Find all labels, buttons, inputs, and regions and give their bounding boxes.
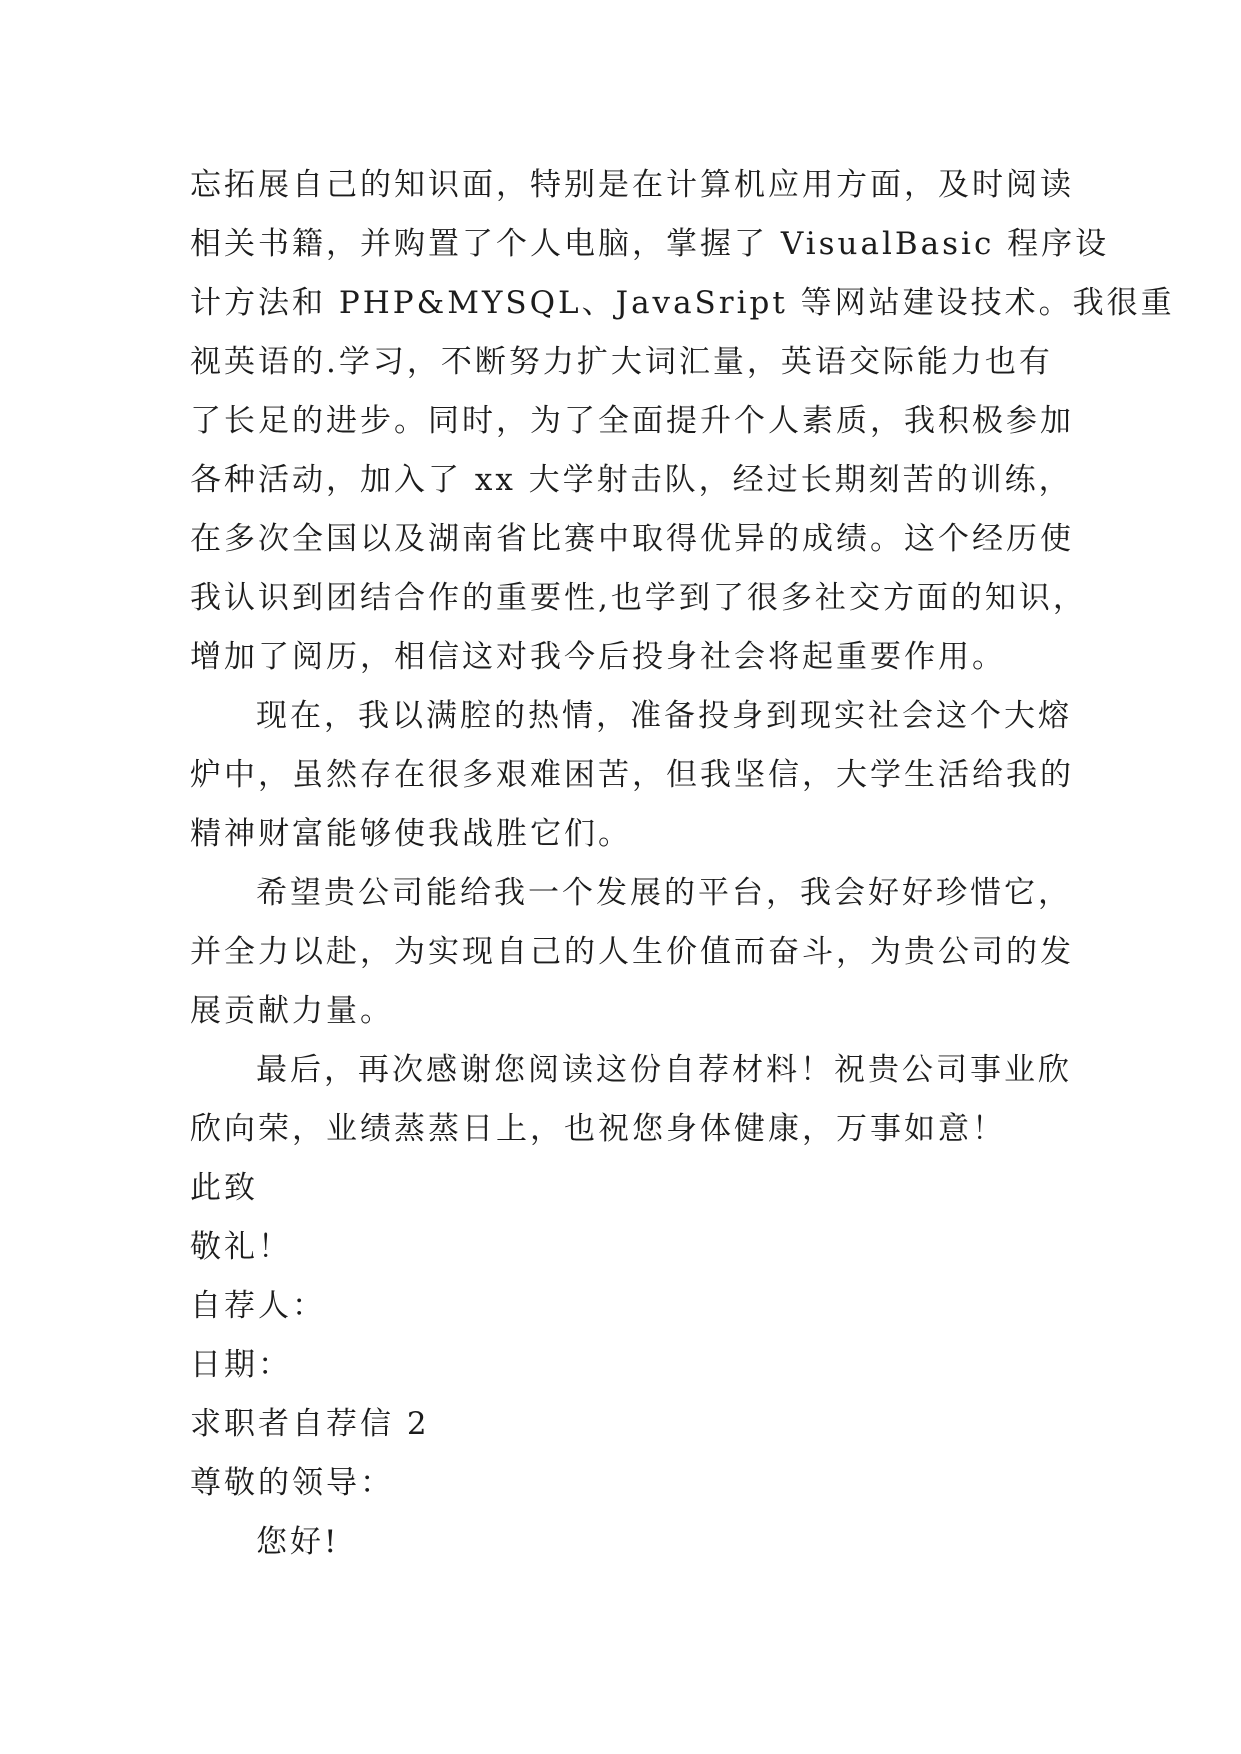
text-line: 展贡献力量。 (190, 993, 394, 1029)
text-line: 希望贵公司能给我一个发展的平台，我会好好珍惜它， (256, 875, 1072, 911)
text-line: 欣向荣，业绩蒸蒸日上，也祝您身体健康，万事如意！ (190, 1111, 1006, 1147)
text-line: 了长足的进步。同时，为了全面提升个人素质，我积极参加 (190, 403, 1074, 439)
text-line: 忘拓展自己的知识面，特别是在计算机应用方面，及时阅读 (190, 167, 1074, 203)
letter-body (190, 156, 1175, 1572)
salute-text: 敬礼！ (190, 1229, 292, 1265)
text-line: 炉中，虽然存在很多艰难困苦，但我坚信，大学生活给我的 (190, 757, 1074, 793)
text-line: 相关书籍，并购置了个人电脑，掌握了 VisualBasic 程序设 (190, 226, 1110, 262)
paragraph-hope (190, 864, 1074, 1041)
text-line: 精神财富能够使我战胜它们。 (190, 816, 632, 852)
next-letter-hello: 您好! (256, 1524, 340, 1560)
paragraph-now (190, 687, 1074, 864)
text-line: 视英语的.学习，不断努力扩大词汇量，英语交际能力也有 (190, 344, 1053, 380)
text-line: 计方法和 PHP&MYSQL、JavaSript 等网站建设技术。我很重 (190, 285, 1175, 321)
next-letter-title: 求职者自荐信 2 (190, 1406, 430, 1442)
text-line: 并全力以赴，为实现自己的人生价值而奋斗，为贵公司的发 (190, 934, 1074, 970)
signer-label: 自荐人： (190, 1288, 326, 1324)
text-line: 各种活动，加入了 xx 大学射击队，经过长期刻苦的训练， (190, 462, 1073, 498)
paragraph-thanks (190, 1041, 1070, 1159)
next-letter-greeting: 尊敬的领导： (190, 1465, 394, 1501)
closing-text: 此致 (190, 1170, 258, 1206)
text-line: 现在，我以满腔的热情，准备投身到现实社会这个大熔 (256, 698, 1072, 734)
paragraph-skills (190, 156, 1175, 687)
date-label: 日期： (190, 1347, 292, 1383)
text-line: 最后，再次感谢您阅读这份自荐材料！祝贵公司事业欣 (256, 1052, 1072, 1088)
text-line: 我认识到团结合作的重要性,也学到了很多社交方面的知识， (190, 580, 1087, 616)
text-line: 在多次全国以及湖南省比赛中取得优异的成绩。这个经历使 (190, 521, 1074, 557)
text-line: 增加了阅历，相信这对我今后投身社会将起重要作用。 (190, 639, 1006, 675)
